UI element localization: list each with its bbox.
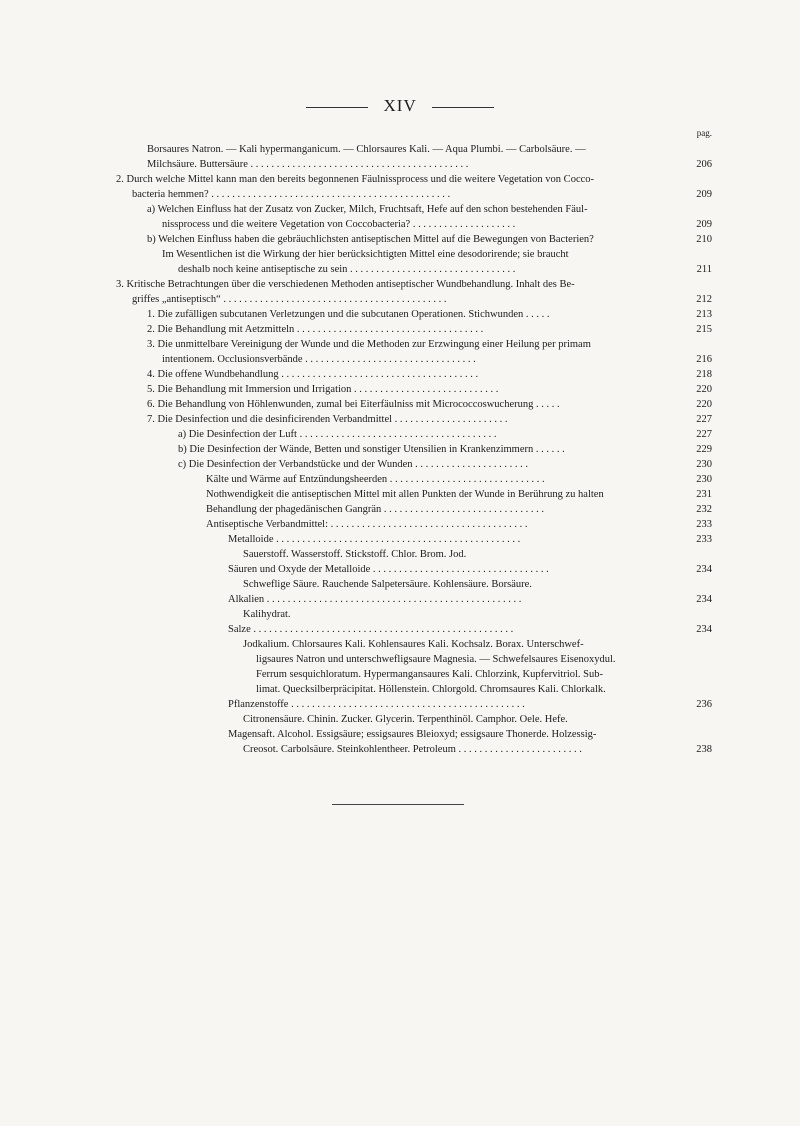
toc-entry-text: griffes „antiseptisch“ . . . . . . . . . . . . . . . . . . . . . . . . . . . . . . . . . . . . . . . . . . .: [132, 294, 447, 305]
toc-entry: [0, 202, 800, 217]
toc-entry-text: Kalihydrat.: [243, 609, 291, 620]
toc-entry: [0, 457, 800, 472]
toc-entry-text: Citronensäure. Chinin. Zucker. Glycerin. Terpenthinöl. Camphor. Oele. Hefe.: [243, 714, 568, 725]
toc-entry-page: 229: [696, 444, 712, 455]
toc-entry-page: 232: [696, 504, 712, 515]
toc-entry-text: Antiseptische Verbandmittel: . . . . . . . . . . . . . . . . . . . . . . . . . . . . . . . . . . . . . .: [206, 519, 528, 530]
toc-entry-text: Nothwendigkeit die antiseptischen Mittel mit allen Punkten der Wunde in Berührung zu halten: [206, 489, 604, 500]
toc-entry: [0, 307, 800, 322]
toc-entry-text: Schweflige Säure. Rauchende Salpetersäure. Kohlensäure. Borsäure.: [243, 579, 532, 590]
header-rule-right: [432, 107, 494, 108]
toc-entry-text: limat. Quecksilberpräcipitat. Höllenstein. Chlorgold. Chromsaures Kali. Chlorkalk.: [256, 684, 606, 695]
toc-entry: [0, 157, 800, 172]
toc-entry: [0, 667, 800, 682]
toc-entry: [0, 472, 800, 487]
toc-entry: [0, 502, 800, 517]
toc-entry: [0, 532, 800, 547]
toc-entry: [0, 652, 800, 667]
toc-entry-page: 220: [696, 384, 712, 395]
toc-entry-page: 233: [696, 519, 712, 530]
toc-entry: [0, 607, 800, 622]
toc-entry: [0, 292, 800, 307]
toc-entry: [0, 217, 800, 232]
toc-entry-page: 234: [696, 594, 712, 605]
page-header: [0, 96, 800, 116]
toc-entry-page: 211: [696, 264, 712, 275]
toc-entry-text: Im Wesentlichen ist die Wirkung der hier berücksichtigten Mittel eine desodorirende; sie braucht: [162, 249, 569, 260]
toc-entry-page: 233: [696, 534, 712, 545]
toc-entry-text: deshalb noch keine antiseptische zu sein . . . . . . . . . . . . . . . . . . . . . . . . . . . . . . . .: [178, 264, 516, 275]
toc-entry-text: c) Die Desinfection der Verbandstücke und der Wunden . . . . . . . . . . . . . . . . . . . . . .: [178, 459, 528, 470]
toc-entry-text: Säuren und Oxyde der Metalloide . . . . . . . . . . . . . . . . . . . . . . . . . . . . . . . . . .: [228, 564, 549, 575]
toc-entry: [0, 412, 800, 427]
toc-entry-text: 2. Durch welche Mittel kann man den bereits begonnenen Fäulnissprocess und die weitere Vegetation von Cocco-: [116, 174, 595, 185]
toc-entry-page: 238: [696, 744, 712, 755]
toc-entry-page: 213: [696, 309, 712, 320]
toc-entry: [0, 547, 800, 562]
toc-entry-page: 231: [696, 489, 712, 500]
toc-entry: [0, 142, 800, 157]
toc-entry-text: a) Welchen Einfluss hat der Zusatz von Zucker, Milch, Fruchtsaft, Hefe auf den schon bestehenden Fäul-: [147, 204, 588, 215]
toc-entry-text: bacteria hemmen? . . . . . . . . . . . . . . . . . . . . . . . . . . . . . . . . . . . . . . . . . . . . . .: [132, 189, 451, 200]
toc-entry-text: 5. Die Behandlung mit Immersion und Irrigation . . . . . . . . . . . . . . . . . . . . . . . . . . . .: [147, 384, 499, 395]
toc-entry: [0, 637, 800, 652]
toc-entry-text: Milchsäure. Buttersäure . . . . . . . . . . . . . . . . . . . . . . . . . . . . . . . . . . . . . . . . . .: [147, 159, 469, 170]
toc-entry-page: 216: [696, 354, 712, 365]
toc-entry-text: Salze . . . . . . . . . . . . . . . . . . . . . . . . . . . . . . . . . . . . . . . . . . . . . . . . . .: [228, 624, 514, 635]
toc-entry: [0, 187, 800, 202]
toc-entry-text: Behandlung der phagedänischen Gangrän . . . . . . . . . . . . . . . . . . . . . . . . . . . . . . .: [206, 504, 544, 515]
toc-entry-page: 209: [696, 219, 712, 230]
toc-entry: [0, 712, 800, 727]
toc-entry: [0, 442, 800, 457]
toc-entry-text: 1. Die zufälligen subcutanen Verletzungen und die subcutanen Operationen. Stichwunden . . . . .: [147, 309, 550, 320]
toc-entry: [0, 487, 800, 502]
toc-entry-page: 220: [696, 399, 712, 410]
toc-entry-page: 227: [696, 414, 712, 425]
toc-entry: [0, 682, 800, 697]
toc-entry: [0, 577, 800, 592]
toc-entry: [0, 352, 800, 367]
toc-entry-text: Jodkalium. Chlorsaures Kali. Kohlensaures Kali. Kochsalz. Borax. Unterschwef-: [243, 639, 584, 650]
toc-entry-text: Creosot. Carbolsäure. Steinkohlentheer. Petroleum . . . . . . . . . . . . . . . . . . . . . . . .: [243, 744, 582, 755]
toc-entry: [0, 697, 800, 712]
toc-entry-page: 227: [696, 429, 712, 440]
toc-entry-text: Sauerstoff. Wasserstoff. Stickstoff. Chlor. Brom. Jod.: [243, 549, 467, 560]
toc-entry: [0, 397, 800, 412]
toc-entry-page: 230: [696, 459, 712, 470]
toc-entry-page: 218: [696, 369, 712, 380]
toc-entry-page: 206: [696, 159, 712, 170]
toc-entry: [0, 247, 800, 262]
toc-entry-page: 234: [696, 564, 712, 575]
toc-entry: [0, 517, 800, 532]
toc-entry-text: a) Die Desinfection der Luft . . . . . . . . . . . . . . . . . . . . . . . . . . . . . . . . . . . . . .: [178, 429, 497, 440]
toc-entry-page: 230: [696, 474, 712, 485]
toc-entry-page: 210: [696, 234, 712, 245]
toc-entry-text: Ferrum sesquichloratum. Hypermangansaures Kali. Chlorzink, Kupfervitriol. Sub-: [256, 669, 604, 680]
toc-entry-page: 215: [696, 324, 712, 335]
toc-entry: [0, 322, 800, 337]
toc-entry: [0, 367, 800, 382]
toc-entry: [0, 727, 800, 742]
header-rule-left: [306, 107, 368, 108]
toc-entry-page: 209: [696, 189, 712, 200]
toc-entry: [0, 592, 800, 607]
toc-entry: [0, 382, 800, 397]
toc-entry-text: 6. Die Behandlung von Höhlenwunden, zumal bei Eiterfäulniss mit Micrococcoswucherung . . . . .: [147, 399, 560, 410]
toc-entry: [0, 262, 800, 277]
toc-entry-text: 4. Die offene Wundbehandlung . . . . . . . . . . . . . . . . . . . . . . . . . . . . . . . . . . . . . .: [147, 369, 479, 380]
toc-entry-text: Magensaft. Alcohol. Essigsäure; essigsaures Bleioxyd; essigsaure Thonerde. Holzessig-: [228, 729, 597, 740]
toc-entry-text: Kälte und Wärme auf Entzündungsheerden . . . . . . . . . . . . . . . . . . . . . . . . . . . . . .: [206, 474, 545, 485]
toc-entry: [0, 742, 800, 757]
page-column-label: pag.: [696, 128, 712, 138]
toc-entry-text: 2. Die Behandlung mit Aetzmitteln . . . . . . . . . . . . . . . . . . . . . . . . . . . . . . . . . . . .: [147, 324, 484, 335]
toc-entry: [0, 172, 800, 187]
toc-entry-page: 236: [696, 699, 712, 710]
toc-entry-text: Metalloide . . . . . . . . . . . . . . . . . . . . . . . . . . . . . . . . . . . . . . . . . . . . . . .: [228, 534, 521, 545]
toc-entry-page: 212: [696, 294, 712, 305]
toc-entry-text: ligsaures Natron und unterschwefligsaure Magnesia. — Schwefelsaures Eisenoxydul.: [256, 654, 616, 665]
toc-entry: [0, 277, 800, 292]
toc-entry-text: Pflanzenstoffe . . . . . . . . . . . . . . . . . . . . . . . . . . . . . . . . . . . . . . . . . . . . .: [228, 699, 525, 710]
toc-entry-text: nissprocess und die weitere Vegetation von Coccobacteria? . . . . . . . . . . . . . . . . . . . .: [162, 219, 516, 230]
toc-entry-text: b) Welchen Einfluss haben die gebräuchlichsten antiseptischen Mittel auf die Bewegungen von Bacterien?: [147, 234, 594, 245]
toc-entry: [0, 427, 800, 442]
toc-entry: [0, 232, 800, 247]
footer-rule: [332, 804, 464, 805]
toc-entry: [0, 337, 800, 352]
toc-entry-text: b) Die Desinfection der Wände, Betten und sonstiger Utensilien in Krankenzimmern . . . . . .: [178, 444, 565, 455]
toc-entry: [0, 622, 800, 637]
toc-entry-text: Alkalien . . . . . . . . . . . . . . . . . . . . . . . . . . . . . . . . . . . . . . . . . . . . . . . . .: [228, 594, 522, 605]
toc-entry-text: 3. Die unmittelbare Vereinigung der Wunde und die Methoden zur Erzwingung einer Heilung per primam: [147, 339, 591, 350]
toc-entry-text: Borsaures Natron. — Kali hypermanganicum. — Chlorsaures Kali. — Aqua Plumbi. — Carbolsäure. —: [147, 144, 586, 155]
page-number-roman: XIV: [383, 96, 417, 115]
toc-entry-text: intentionem. Occlusionsverbände . . . . . . . . . . . . . . . . . . . . . . . . . . . . . . . . .: [162, 354, 476, 365]
toc-entry-text: 3. Kritische Betrachtungen über die verschiedenen Methoden antiseptischer Wundbehandlung. Inhalt des Be-: [116, 279, 575, 290]
toc-entry: [0, 562, 800, 577]
toc-entry-text: 7. Die Desinfection und die desinficirenden Verbandmittel . . . . . . . . . . . . . . . . . . . . . .: [147, 414, 508, 425]
toc-entry-page: 234: [696, 624, 712, 635]
